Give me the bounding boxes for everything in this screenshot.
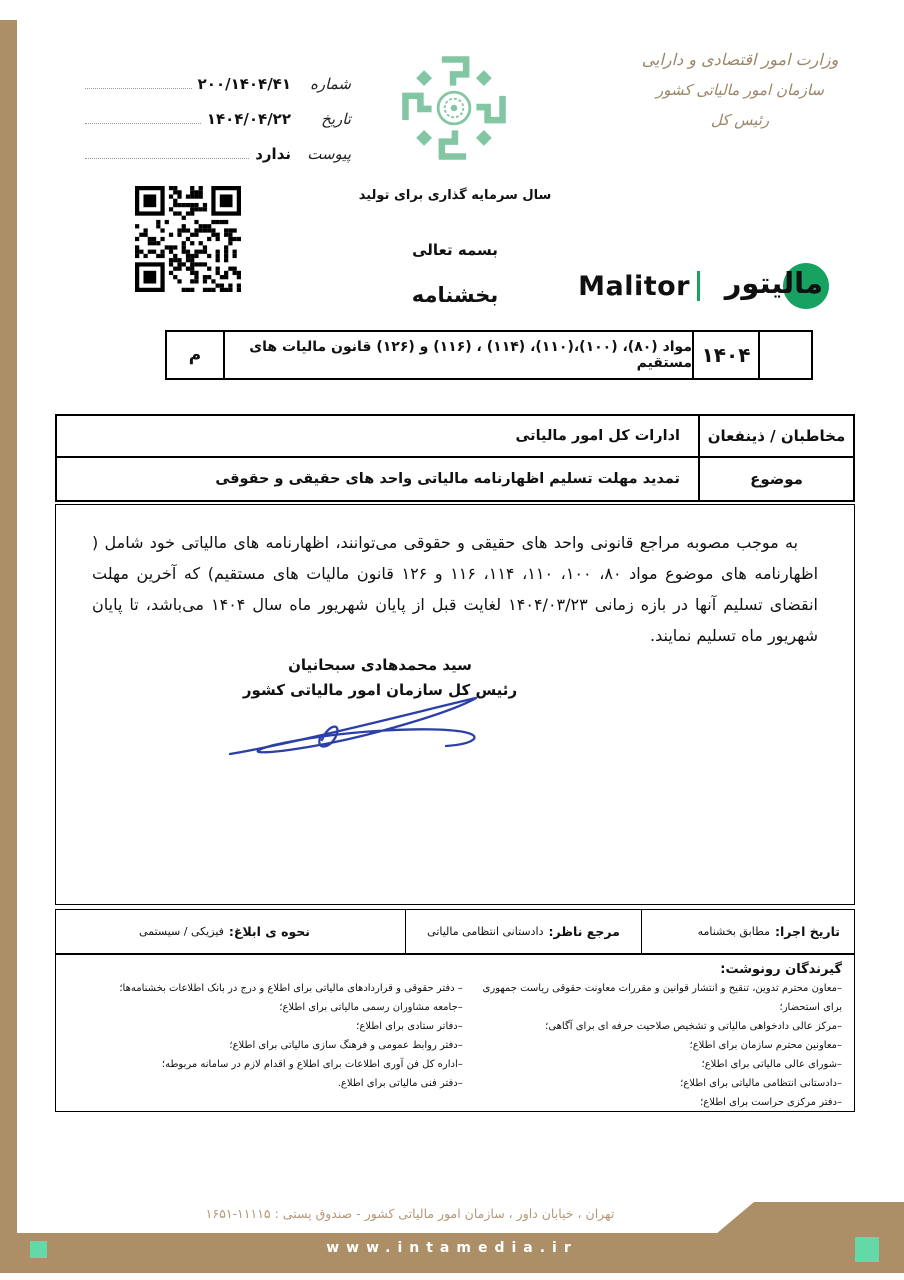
brand-divider-bar — [697, 271, 700, 301]
notification-method-label: نحوه ی ابلاغ: — [228, 924, 310, 939]
admin-info-row — [55, 909, 855, 954]
signature-scribble-icon — [222, 690, 486, 762]
ref-row-number — [85, 58, 351, 93]
execution-date-label: تاریخ اجرا: — [775, 924, 840, 939]
qr-code — [135, 186, 241, 292]
notification-method-value: فیزیکی / سیستمی — [139, 925, 224, 938]
circular-body-paragraph: به موجب مصوبه مراجع قانونی واحد های حقیقی و حقوقی می‌توانند، اظهارنامه های مالیاتی خود شامل ( اظهارنامه های موضوع مواد ۸۰، ۱۰۰، ۱۱۰، ۱۱۴، ۱۱۶ و ۱۲۶ قانون مالیات های مستقیم) که آخرین مهلت انقضای تسلیم آنها در بازه زمانی ۱۴۰۴/۰۳/۲۳ لغایت قبل از پایان شهریور ماه سال ۱۴۰۴ می‌باشد، تا پایان شهریور ماه تسلیم نمایند. — [92, 533, 819, 645]
footer-website: www.intamedia.ir — [326, 1240, 578, 1256]
subject-row — [57, 458, 853, 500]
brand-latin-text: Malitor — [578, 270, 690, 302]
number-label: شماره — [310, 75, 351, 93]
basmala-heading: بسمه تعالی — [412, 241, 498, 259]
cc-item: –مرکز عالی دادخواهی مالیاتی و تشخیص صلاحیت حرفه ای برای آگاهی؛ — [545, 1021, 842, 1032]
qr-code-icon — [135, 186, 241, 292]
dotted-line — [85, 88, 192, 89]
attachment-value: ندارد — [255, 145, 291, 163]
malitor-brand-logo — [565, 256, 825, 316]
brand-persian-wrap — [705, 260, 825, 312]
cc-item: –جامعه مشاوران رسمی مالیاتی برای اطلاع؛ — [279, 1002, 463, 1013]
classification-year-cell: ۱۴۰۴ — [692, 332, 758, 378]
cc-item: –دفتر فنی مالیاتی برای اطلاع. — [337, 1078, 463, 1089]
supervisor-label: مرجع ناظر: — [548, 924, 620, 939]
classification-table — [165, 330, 813, 380]
copy-recipients-columns — [68, 979, 842, 1112]
office-title: رئیس کل — [710, 111, 770, 129]
attachment-label: پیوست — [307, 145, 351, 163]
addressee-value: ادارات کل امور مالیاتی — [515, 428, 680, 444]
addressee-subject-table — [55, 414, 855, 502]
subject-value: تمدید مهلت تسلیم اظهارنامه مالیاتی واحد های حقیقی و حقوقی — [215, 471, 680, 487]
copy-recipients-left-column — [68, 979, 463, 1112]
cc-item: –دفاتر ستادی برای اطلاع؛ — [356, 1021, 463, 1032]
cc-item: –دفتر روابط عمومی و فرهنگ سازی مالیاتی برای اطلاع؛ — [229, 1040, 463, 1051]
date-value: ۱۴۰۴/۰۴/۲۲ — [206, 110, 291, 128]
number-value: ۲۰۰/۱۴۰۴/۴۱ — [197, 75, 291, 93]
cc-item: –دادستانی انتظامی مالیاتی برای اطلاع؛ — [680, 1078, 842, 1089]
ministry-name: وزارت امور اقتصادی و دارایی — [641, 50, 839, 69]
year-slogan: سال سرمایه گذاری برای تولید — [358, 188, 552, 203]
date-label: تاریخ — [321, 110, 351, 128]
cc-item: –معاونین محترم سازمان برای اطلاع؛ — [689, 1040, 842, 1051]
handwritten-signature — [222, 690, 486, 762]
mint-square-right-icon — [855, 1237, 879, 1262]
reference-block — [85, 58, 351, 163]
signatory-title: رئیس کل سازمان امور مالیاتی کشور — [242, 681, 518, 699]
copy-recipients-box — [55, 954, 855, 1112]
cc-item: – دفتر حقوقی و قراردادهای مالیاتی برای اطلاع و درج در بانک اطلاعات بخشنامه‌ها؛ — [119, 983, 463, 994]
letterhead-calligraphy — [590, 50, 890, 129]
document-type-heading: بخشنامه — [411, 283, 499, 307]
classification-empty-cell — [758, 332, 811, 378]
subject-label: موضوع — [698, 458, 853, 500]
copy-recipients-right-column — [463, 979, 842, 1112]
geometric-emblem-icon — [398, 52, 510, 164]
supervisor-cell — [405, 910, 641, 953]
organization-name: سازمان امور مالیاتی کشور — [656, 81, 824, 99]
page-edge-strip — [0, 20, 17, 1273]
brand-persian-text: مالیتور — [724, 266, 823, 300]
execution-date-cell — [641, 910, 854, 953]
addressee-label: مخاطبان / ذینفعان — [698, 416, 853, 456]
addressee-row — [57, 416, 853, 458]
ref-row-date — [85, 93, 351, 128]
execution-date-value: مطابق بخشنامه — [697, 925, 770, 938]
footer-address: تهران ، خیابان داور ، سازمان امور مالیاتی کشور - صندوق پستی : ۱۱۱۱۵-۱۶۵۱ — [205, 1206, 615, 1221]
dotted-line — [85, 123, 201, 124]
copy-recipients-title: گیرندگان رونوشت: — [720, 962, 842, 977]
cc-item: –دفتر مرکزی حراست برای اطلاع؛ — [700, 1097, 842, 1108]
classification-category-cell: م — [188, 345, 202, 365]
supervisor-value: دادستانی انتظامی مالیاتی — [427, 925, 544, 938]
cc-item: –شورای عالی مالیاتی برای اطلاع؛ — [701, 1059, 842, 1070]
dotted-line — [85, 158, 249, 159]
cc-item: –اداره کل فن آوری اطلاعات برای اطلاع و اقدام لازم در سامانه مربوطه؛ — [161, 1059, 463, 1070]
classification-articles-cell: مواد (۸۰)، (۱۰۰)،(۱۱۰)، (۱۱۴) ، (۱۱۶) و (۱۲۶) قانون مالیات های مستقیم — [223, 332, 692, 378]
mint-square-left-icon — [30, 1241, 47, 1258]
ref-row-attachment — [85, 128, 351, 163]
notification-method-cell — [56, 910, 405, 953]
tax-administration-logo-icon — [398, 52, 510, 164]
signatory-name: سید محمدهادی سبحانیان — [288, 656, 472, 674]
cc-item: –معاون محترم تدوین، تنقیح و انتشار قوانین و مقررات معاونت حقوقی ریاست جمهوری برای استحضار؛ — [482, 983, 842, 1013]
